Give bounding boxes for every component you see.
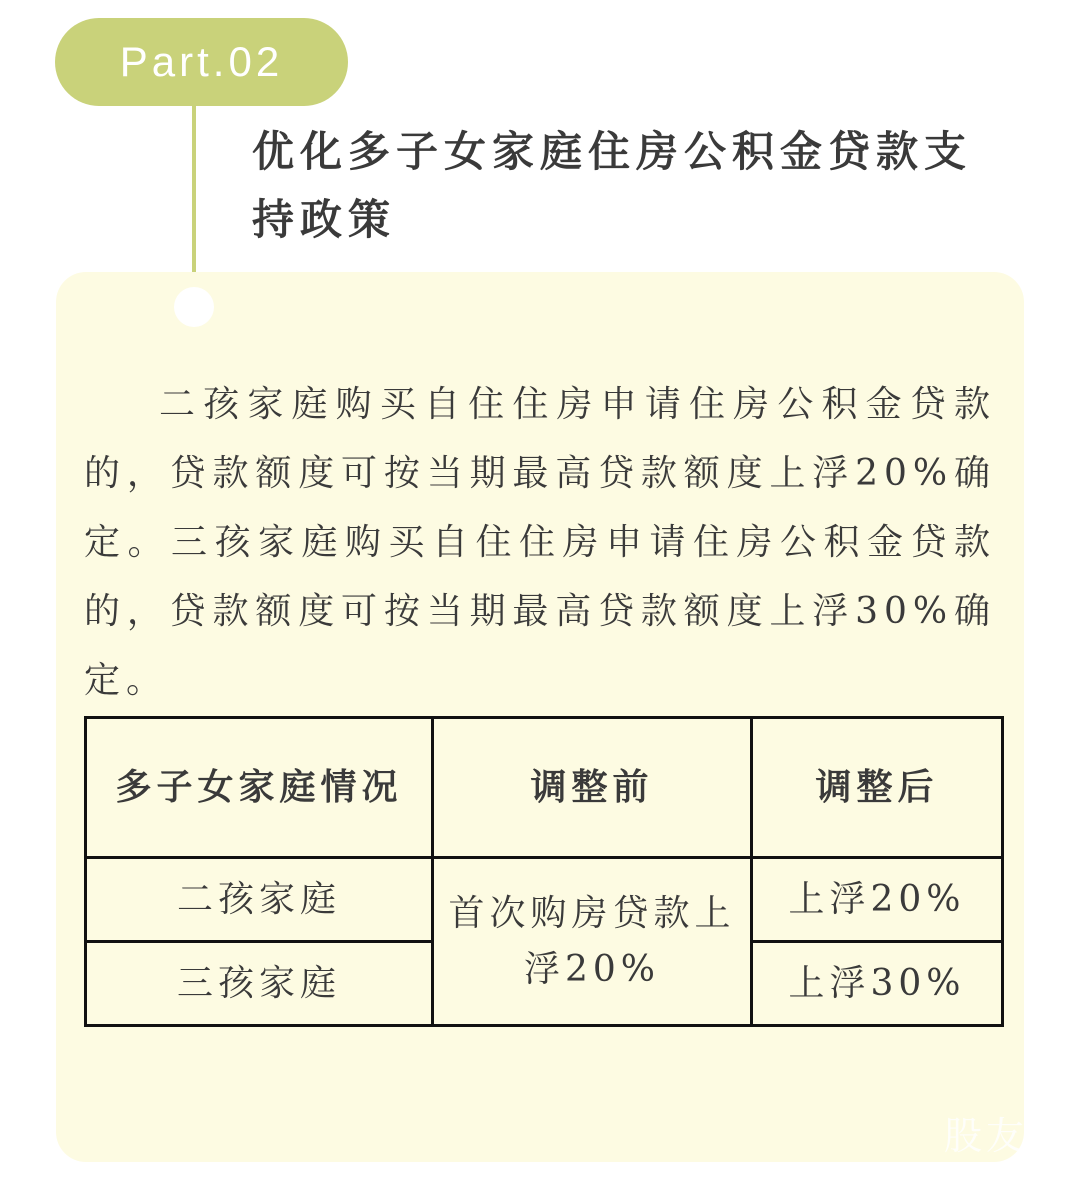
table-header-row [86,718,1003,858]
cell-after: 上浮20% [752,858,1003,942]
policy-paragraph: 二孩家庭购买自住住房申请住房公积金贷款的，贷款额度可按当期最高贷款额度上浮20%确定。三孩家庭购买自住住房申请住房公积金贷款的，贷款额度可按当期最高贷款额度上浮30%确定。 [84,384,996,701]
section-title: 优化多子女家庭住房公积金贷款支持政策 [252,127,973,244]
cell-before-merged: 首次购房贷款上浮20% [433,858,752,1026]
part-badge [55,18,348,106]
cell-situation: 二孩家庭 [86,858,433,942]
part-badge-label: Part.02 [119,38,284,85]
header-before: 调整前 [433,718,752,858]
header-after: 调整后 [752,718,1003,858]
policy-table [84,716,1004,1027]
cell-situation: 三孩家庭 [86,942,433,1026]
watermark: 股友 [943,1114,1028,1158]
header-situation: 多子女家庭情况 [86,718,433,858]
cell-after: 上浮30% [752,942,1003,1026]
connector-dot [174,287,214,327]
table-row [86,858,1003,942]
connector-line [192,106,196,298]
